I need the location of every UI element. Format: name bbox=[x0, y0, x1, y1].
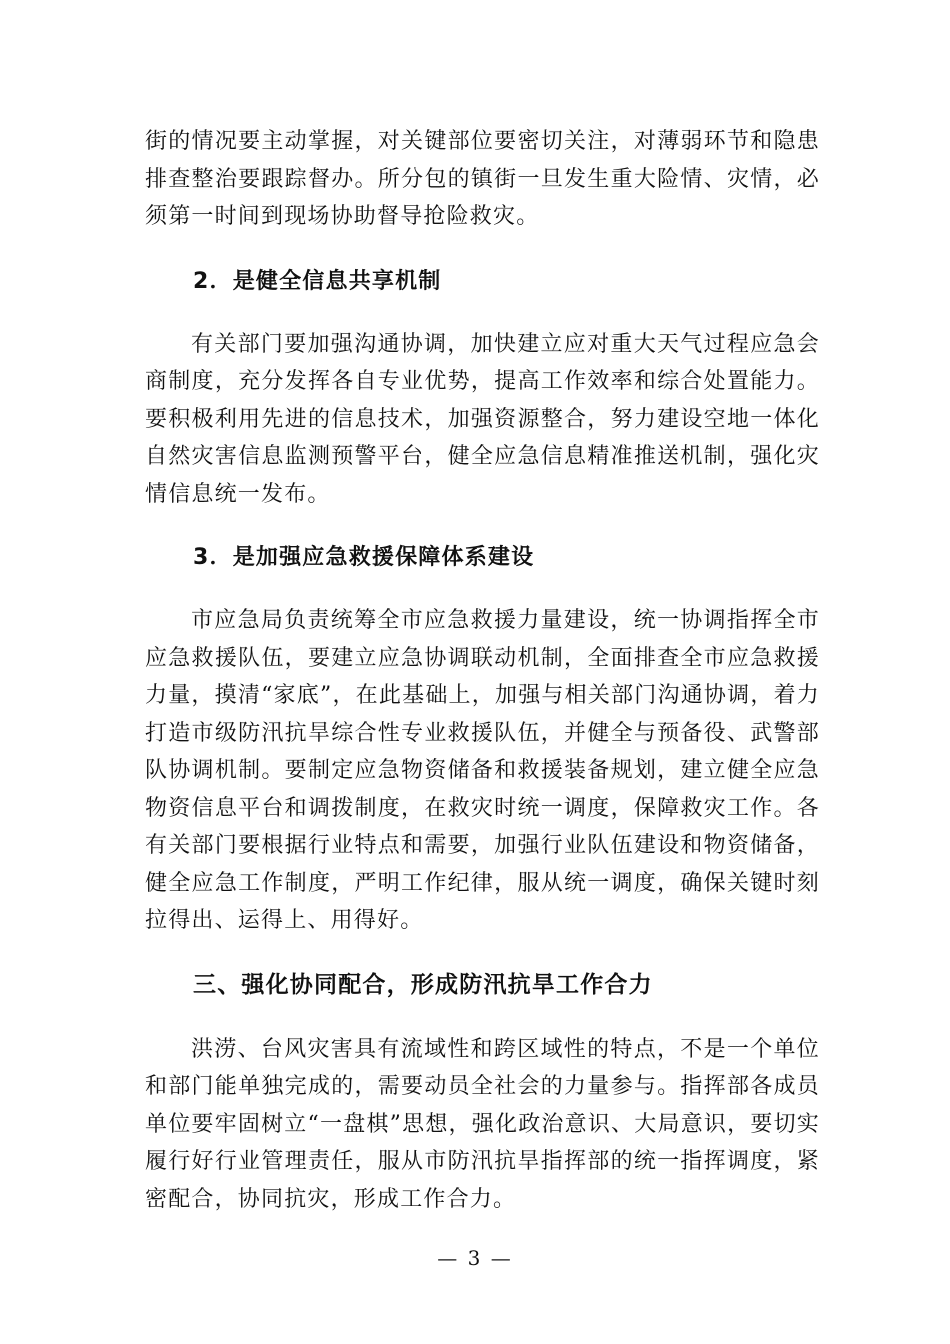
section-heading-emergency-rescue: 3．是加强应急救援保障体系建设 bbox=[193, 545, 535, 570]
body-paragraph-information-sharing: 有关部门要加强沟通协调，加快建立应对重大天气过程应急会商制度，充分发挥各自专业优势，提高工作效率和综合处置能力。要积极利用先进的信息技术，加强资源整合，努力建设空地一体化自然灾害信息监测预警平台，健全应急信息精准推送机制，强化灾情信息统一发布。 bbox=[145, 331, 820, 507]
body-paragraph-coordination: 洪涝、台风灾害具有流域性和跨区域性的特点，不是一个单位和部门能单独完成的，需要动员全社会的力量参与。指挥部各成员单位要牢固树立“一盘棋”思想，强化政治意识、大局意识，要切实履行好行业管理责任，服从市防汛抗旱指挥部的统一指挥调度，紧密配合，协同抗灾，形成工作合力。 bbox=[145, 1036, 820, 1212]
body-paragraph-emergency-rescue: 市应急局负责统筹全市应急救援力量建设，统一协调指挥全市应急救援队伍，要建立应急协调联动机制，全面排查全市应急救援力量，摸清“家底”，在此基础上，加强与相关部门沟通协调，着力打造市级防汛抗旱综合性专业救援队伍，并健全与预备役、武警部队协调机制。要制定应急物资储备和救援装备规划，建立健全应急物资信息平台和调拨制度，在救灾时统一调度，保障救灾工作。各有关部门要根据行业特点和需要，加强行业队伍建设和物资储备，健全应急工作制度，严明工作纪律，服从统一调度，确保关键时刻拉得出、运得上、用得好。 bbox=[145, 608, 820, 933]
page-number-footer: — 3 — bbox=[437, 1246, 513, 1270]
chapter-heading-coordination: 三、强化协同配合，形成防汛抗旱工作合力 bbox=[193, 971, 653, 998]
section-heading-information-sharing: 2．是健全信息共享机制 bbox=[193, 268, 442, 294]
body-paragraph-continuation: 街的情况要主动掌握，对关键部位要密切关注，对薄弱环节和隐患排查整治要跟踪督办。所分包的镇街一旦发生重大险情、灾情，必须第一时间到现场协助督导抢险救灾。 bbox=[145, 129, 820, 229]
